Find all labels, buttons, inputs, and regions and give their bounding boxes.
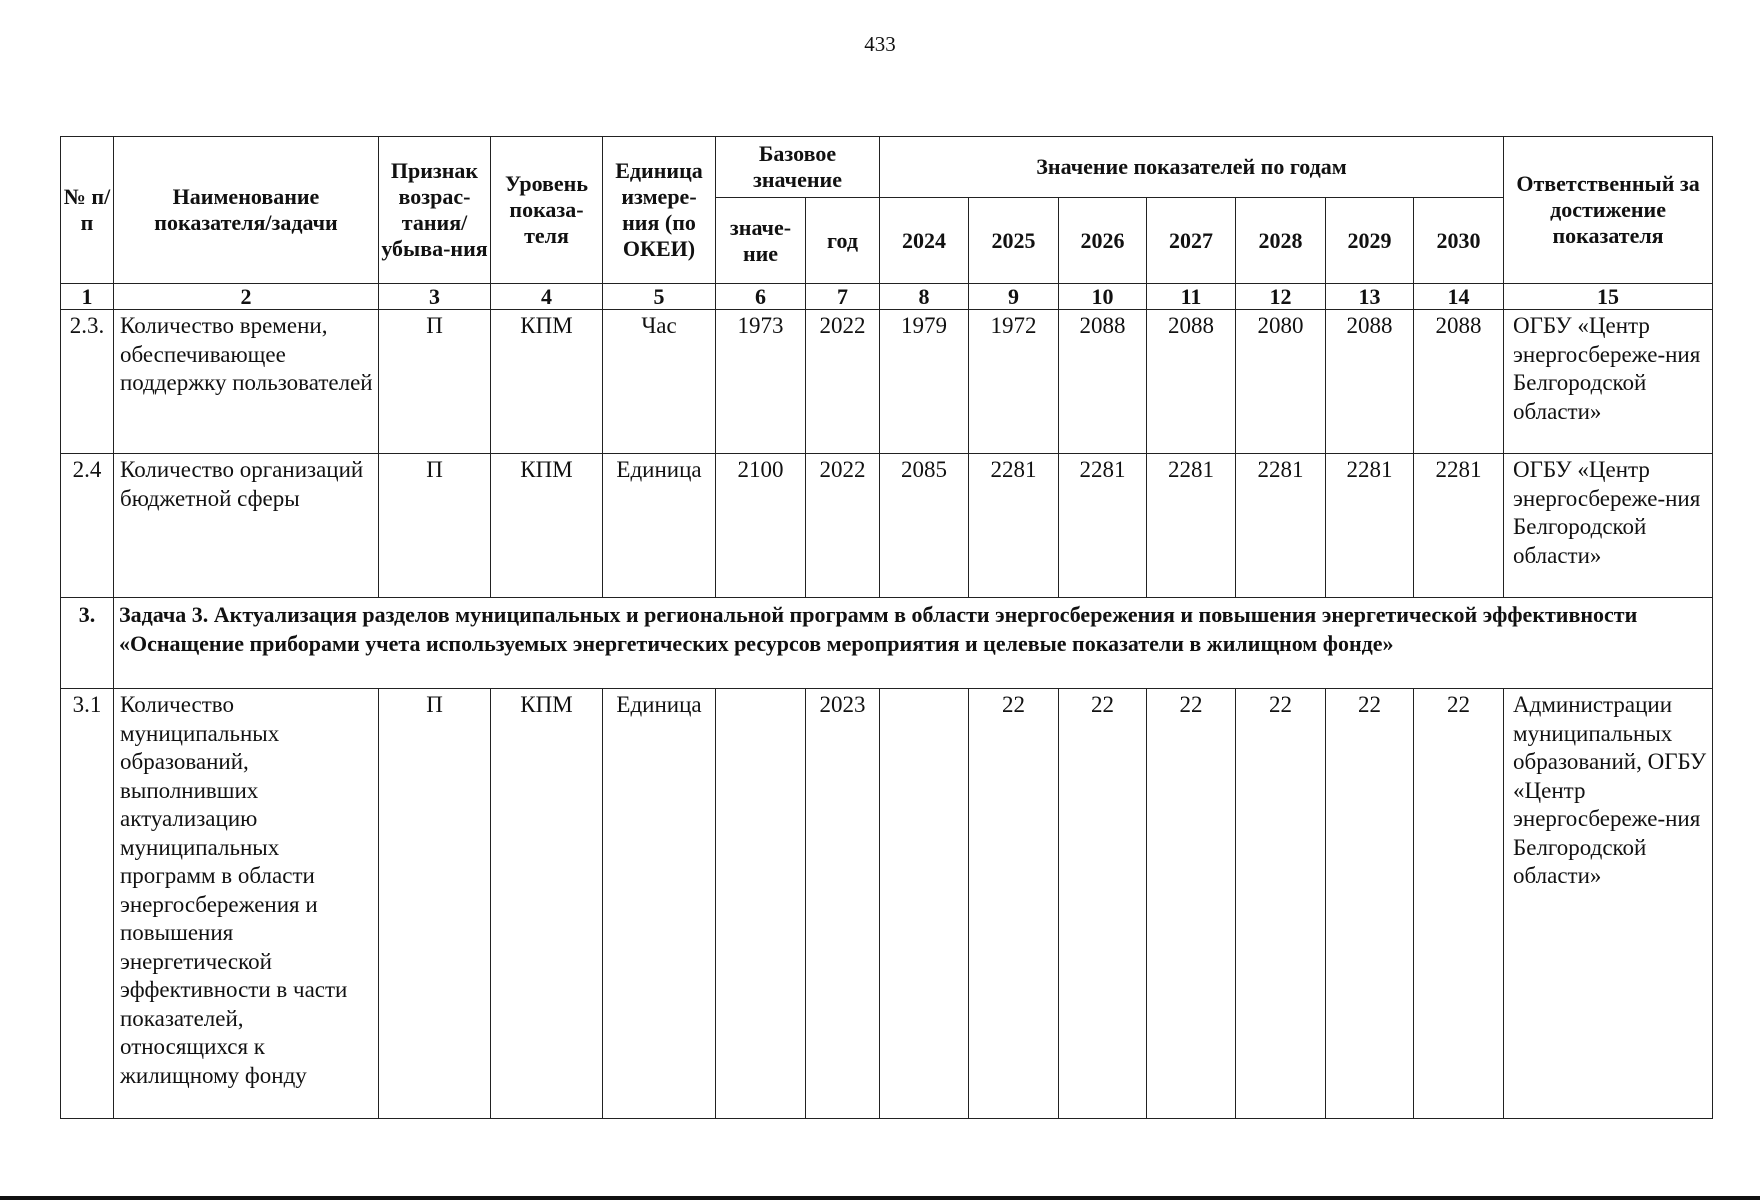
- value-2028: 22: [1236, 689, 1326, 1119]
- column-number: 13: [1326, 284, 1414, 310]
- column-number: 8: [880, 284, 969, 310]
- indicator-name: Количество организаций бюджетной сферы: [114, 454, 379, 598]
- column-number: 7: [806, 284, 880, 310]
- indicator-unit: Единица: [603, 689, 716, 1119]
- column-number: 5: [603, 284, 716, 310]
- value-2026: 2088: [1059, 310, 1147, 454]
- header-year-2025: 2025: [969, 198, 1059, 284]
- task-number: 3.: [61, 598, 114, 689]
- header-unit: Единица измере-ния (по ОКЕИ): [603, 137, 716, 284]
- row-number: 3.1: [61, 689, 114, 1119]
- task-title: Задача 3. Актуализация разделов муниципальных и региональной программ в области энергосбережения и повышения энергетической эффективности «Оснащение приборами учета используемых энергетических ресурсов мероприятия и целевые показатели в жилищном фонде»: [114, 598, 1713, 689]
- column-number: 2: [114, 284, 379, 310]
- base-value: [716, 689, 806, 1119]
- indicator-level: КПМ: [491, 310, 603, 454]
- header-responsible: Ответственный за достижение показателя: [1504, 137, 1713, 284]
- table-row-2-4: [61, 454, 1713, 598]
- base-year: 2022: [806, 454, 880, 598]
- value-2025: 2281: [969, 454, 1059, 598]
- header-year-2026: 2026: [1059, 198, 1147, 284]
- indicator-level: КПМ: [491, 689, 603, 1119]
- responsible: Администрации муниципальных образований, ОГБУ «Центр энергосбереже-ния Белгородской области»: [1504, 689, 1713, 1119]
- base-value: 2100: [716, 454, 806, 598]
- column-number: 4: [491, 284, 603, 310]
- column-number: 1: [61, 284, 114, 310]
- value-2029: 2281: [1326, 454, 1414, 598]
- column-number: 10: [1059, 284, 1147, 310]
- header-year-2030: 2030: [1414, 198, 1504, 284]
- indicators-table: [60, 136, 1713, 1119]
- column-number: 3: [379, 284, 491, 310]
- indicator-name: Количество муниципальных образований, выполнивших актуализацию муниципальных программ в области энергосбережения и повышения энергетической эффективности в части показателей, относящихся к жилищному фонду: [114, 689, 379, 1119]
- header-year-2029: 2029: [1326, 198, 1414, 284]
- row-number: 2.3.: [61, 310, 114, 454]
- indicator-sign: П: [379, 454, 491, 598]
- task-3-row: [61, 598, 1713, 689]
- indicator-level: КПМ: [491, 454, 603, 598]
- header-year-2028: 2028: [1236, 198, 1326, 284]
- base-value: 1973: [716, 310, 806, 454]
- value-2026: 22: [1059, 689, 1147, 1119]
- header-base-value: значе-ние: [716, 198, 806, 284]
- value-2025: 1972: [969, 310, 1059, 454]
- value-2024: 1979: [880, 310, 969, 454]
- indicator-name: Количество времени, обеспечивающее поддержку пользователей: [114, 310, 379, 454]
- header-base-year: год: [806, 198, 880, 284]
- indicator-unit: Единица: [603, 454, 716, 598]
- column-number: 11: [1147, 284, 1236, 310]
- value-2027: 22: [1147, 689, 1236, 1119]
- header-years-group: Значение показателей по годам: [880, 137, 1504, 198]
- value-2029: 22: [1326, 689, 1414, 1119]
- header-year-2027: 2027: [1147, 198, 1236, 284]
- value-2024: 2085: [880, 454, 969, 598]
- value-2030: 22: [1414, 689, 1504, 1119]
- value-2028: 2281: [1236, 454, 1326, 598]
- page-number: 433: [864, 32, 896, 56]
- bottom-divider: [0, 1196, 1760, 1200]
- base-year: 2023: [806, 689, 880, 1119]
- base-year: 2022: [806, 310, 880, 454]
- row-number: 2.4: [61, 454, 114, 598]
- indicator-sign: П: [379, 689, 491, 1119]
- header-number: № п/п: [61, 137, 114, 284]
- value-2030: 2281: [1414, 454, 1504, 598]
- header-sign: Признак возрас-тания/ убыва-ния: [379, 137, 491, 284]
- table-row-3-1: [61, 689, 1713, 1119]
- header-level: Уровень показа-теля: [491, 137, 603, 284]
- value-2028: 2080: [1236, 310, 1326, 454]
- header-base-group: Базовое значение: [716, 137, 880, 198]
- column-number: 15: [1504, 284, 1713, 310]
- value-2030: 2088: [1414, 310, 1504, 454]
- indicator-sign: П: [379, 310, 491, 454]
- value-2029: 2088: [1326, 310, 1414, 454]
- column-numbers-row: [61, 284, 1713, 310]
- column-number: 14: [1414, 284, 1504, 310]
- value-2025: 22: [969, 689, 1059, 1119]
- table-row-2-3: [61, 310, 1713, 454]
- value-2027: 2281: [1147, 454, 1236, 598]
- header-name: Наименование показателя/задачи: [114, 137, 379, 284]
- header-year-2024: 2024: [880, 198, 969, 284]
- value-2024: [880, 689, 969, 1119]
- value-2026: 2281: [1059, 454, 1147, 598]
- responsible: ОГБУ «Центр энергосбереже-ния Белгородской области»: [1504, 454, 1713, 598]
- column-number: 6: [716, 284, 806, 310]
- responsible: ОГБУ «Центр энергосбереже-ния Белгородской области»: [1504, 310, 1713, 454]
- value-2027: 2088: [1147, 310, 1236, 454]
- column-number: 12: [1236, 284, 1326, 310]
- column-number: 9: [969, 284, 1059, 310]
- indicator-unit: Час: [603, 310, 716, 454]
